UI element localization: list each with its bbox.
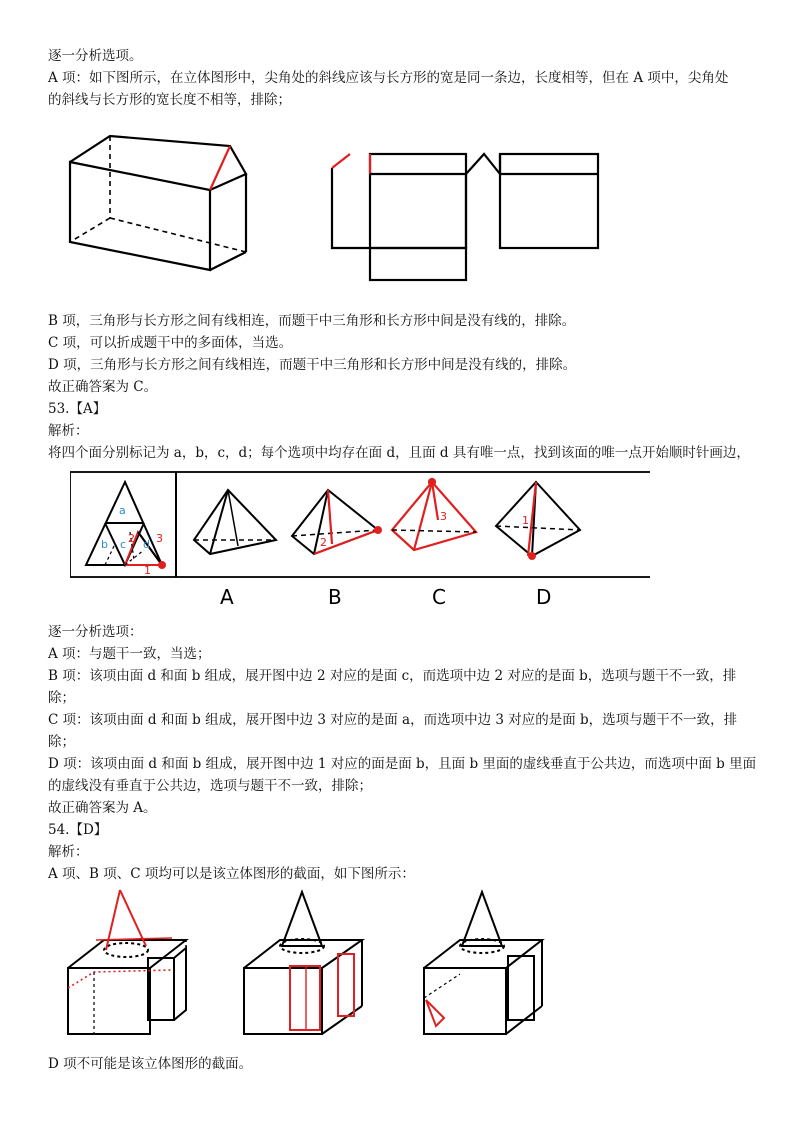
option-c-solid bbox=[392, 479, 476, 550]
text-line: C 项，可以折成题干中的多面体，当选。 bbox=[48, 335, 293, 351]
cross-section-diagram bbox=[60, 880, 620, 1040]
text-line: 逐一分析选项。 bbox=[48, 48, 143, 64]
text-line: 解析： bbox=[48, 423, 89, 439]
option-a-solid bbox=[194, 490, 276, 554]
prism-figure bbox=[60, 124, 620, 288]
text-line: 故正确答案为 A。 bbox=[48, 800, 157, 816]
prism-diagram bbox=[60, 124, 620, 284]
question-number: 53.【A】 bbox=[48, 401, 107, 417]
option-c-edge-label: 3 bbox=[440, 510, 447, 523]
text-line: 将四个面分别标记为 a，b，c，d；每个选项中均存在面 d，且面 d 具有唯一点，找到该面的唯一点开始顺时针画边， bbox=[48, 445, 750, 461]
figure-frame bbox=[70, 472, 650, 577]
cross-section-figure bbox=[60, 880, 620, 1044]
text-line: 除； bbox=[48, 690, 75, 706]
text-line: C 项：该项由面 d 和面 b 组成，展开图中边 3 对应的是面 a，而选项中边 3 对应的是面 b，选项与题干不一致，排 bbox=[48, 712, 738, 728]
face-label: c bbox=[120, 538, 127, 551]
option-b-solid bbox=[292, 490, 381, 554]
option-label: A bbox=[220, 585, 234, 609]
text-line: 逐一分析选项： bbox=[48, 624, 143, 640]
text-line: 故正确答案为 C。 bbox=[48, 379, 158, 395]
edge-label: 1 bbox=[144, 564, 151, 577]
text-line: D 项：该项由面 d 和面 b 组成，展开图中边 1 对应的面是面 b，且面 b 里面的虚线垂直于公共边，而选项中面 b 里面 bbox=[48, 756, 757, 772]
face-label: a bbox=[119, 504, 126, 517]
text-line: D 项，三角形与长方形之间有线相连，而题干中三角形和长方形中间是没有线的，排除。 bbox=[48, 357, 577, 373]
edge-label: 3 bbox=[156, 532, 163, 545]
text-line: D 项不可能是该立体图形的截面。 bbox=[48, 1056, 253, 1072]
text-line: 除； bbox=[48, 734, 75, 750]
text-line: 的斜线与长方形的宽长度不相等，排除； bbox=[48, 92, 291, 108]
option-b-edge-label: 2 bbox=[320, 536, 327, 549]
option-d-solid bbox=[496, 482, 580, 559]
text-line: 解析： bbox=[48, 844, 89, 860]
question-number: 54.【D】 bbox=[48, 822, 108, 838]
solid-a bbox=[68, 890, 186, 1034]
option-label: D bbox=[536, 585, 552, 609]
solid-b bbox=[244, 892, 362, 1034]
solid-c bbox=[424, 892, 542, 1034]
tetrahedron-diagram bbox=[70, 470, 650, 610]
face-label: d bbox=[143, 538, 150, 551]
tetrahedron-figure bbox=[70, 470, 650, 614]
text-line: B 项：该项由面 d 和面 b 组成，展开图中边 2 对应的是面 c，而选项中边 2 对应的是面 b，选项与题干不一致，排 bbox=[48, 668, 737, 684]
option-label: C bbox=[432, 585, 446, 609]
face-label: b bbox=[101, 538, 108, 551]
text-line: A 项、B 项、C 项均可以是该立体图形的截面，如下图所示： bbox=[48, 866, 415, 882]
net-center-square bbox=[370, 154, 466, 248]
option-label: B bbox=[328, 585, 342, 609]
text-line: B 项，三角形与长方形之间有线相连，而题干中三角形和长方形中间是没有线的，排除。 bbox=[48, 313, 576, 329]
text-line: A 项：与题干一致，当选； bbox=[48, 646, 211, 662]
edge-label: 2 bbox=[128, 532, 135, 545]
prism-front-face bbox=[70, 162, 210, 270]
text-line: 的虚线没有垂直于公共边，选项与题干不一致，排除； bbox=[48, 778, 372, 794]
text-line: A 项：如下图所示，在立体图形中，尖角处的斜线应该与长方形的宽是同一条边，长度相等，但在 A 项中，尖角处 bbox=[48, 70, 729, 86]
option-d-edge-label: 1 bbox=[522, 514, 529, 527]
